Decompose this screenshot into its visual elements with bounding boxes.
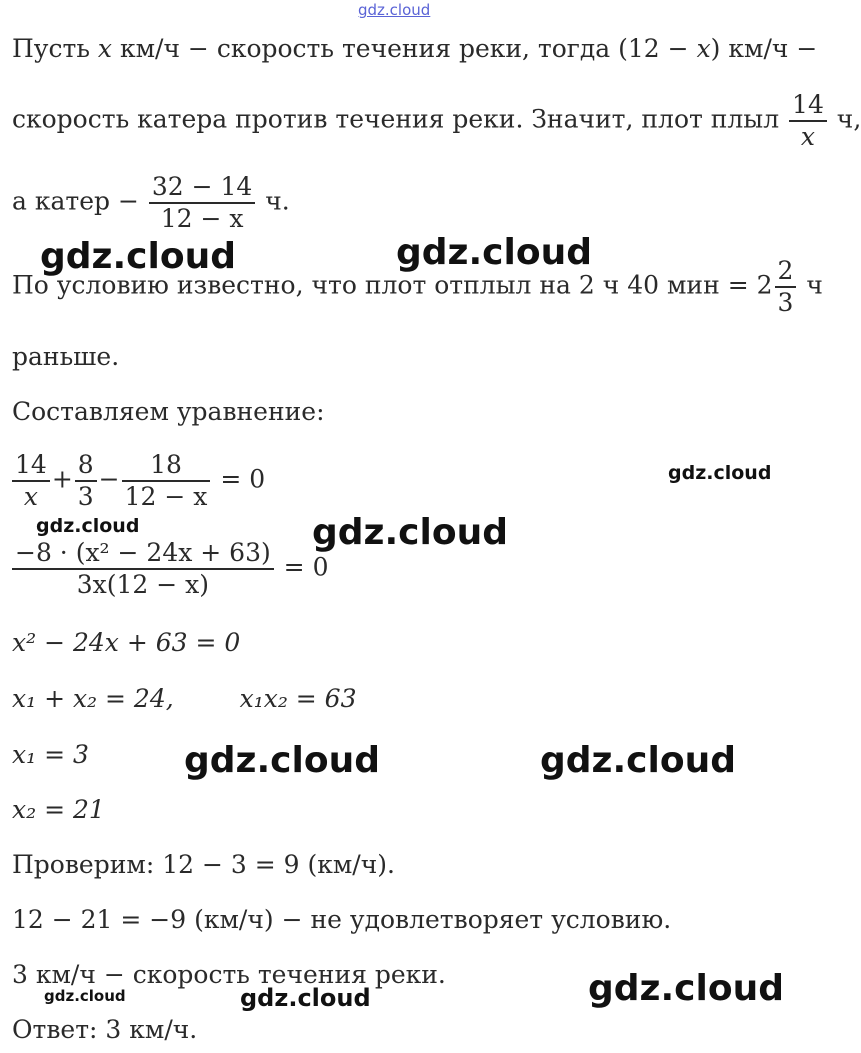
text-line-3: а катер − $\frac{32 - 14}{12 - x}$ ч. — [12, 172, 290, 233]
equation-5: x₁ = 3 — [12, 740, 89, 769]
fraction-boat-time: $\frac{32 - 14}{12 - x}$ — [149, 172, 255, 234]
text-line-6: Составляем уравнение: — [12, 397, 325, 426]
watermark: gdz.cloud — [44, 987, 126, 1005]
watermark: gdz.cloud — [40, 236, 236, 277]
equation-6: x₂ = 21 — [12, 795, 105, 824]
watermark: gdz.cloud — [36, 515, 140, 537]
equation-4: x₁ + x₂ = 24, x₁x₂ = 63 — [12, 684, 357, 713]
fraction-two-thirds: $\frac{2}{3}$ — [775, 256, 797, 318]
watermark: gdz.cloud — [240, 984, 371, 1012]
fraction-14-over-x: $\frac{14}{x}$ — [789, 90, 827, 152]
text-line-4: По условию известно, что плот отплыл на 2 ч 40 мин = 2 $\frac{2}{3}$ ч — [12, 256, 823, 317]
text-line-2: скорость катера против течения реки. Значит, плот плыл $\frac{14}{x}$ ч, — [12, 90, 861, 151]
watermark: gdz.cloud — [588, 968, 784, 1009]
watermark: gdz.cloud — [184, 740, 380, 781]
watermark: gdz.cloud — [540, 740, 736, 781]
watermark: gdz.cloud — [396, 232, 592, 273]
text-line-check: Проверим: 12 − 3 = 9 (км/ч). — [12, 850, 395, 879]
answer-line: Ответ: 3 км/ч. — [12, 1015, 198, 1044]
watermark: gdz.cloud — [668, 462, 772, 484]
watermark-top: gdz.cloud — [358, 1, 431, 19]
watermark: gdz.cloud — [312, 512, 508, 553]
text-line-conclusion: 3 км/ч − скорость течения реки. — [12, 960, 446, 989]
equation-1: $\frac{14}{x}$ + $\frac{8}{3}$ − $\frac{18}{12 - x}$ = 0 — [12, 450, 265, 512]
text-line-1: Пусть x км/ч − скорость течения реки, тогда (12 − x) км/ч − — [12, 34, 818, 63]
text-line-check-2: 12 − 21 = −9 (км/ч) − не удовлетворяет условию. — [12, 905, 672, 934]
text-line-5: раньше. — [12, 342, 120, 371]
equation-3: x² − 24x + 63 = 0 — [12, 628, 241, 657]
equation-2: $\frac{\text{−8 · (x² − 24x + 63)}}{3x(12 - x)}$ = 0 — [12, 538, 328, 600]
